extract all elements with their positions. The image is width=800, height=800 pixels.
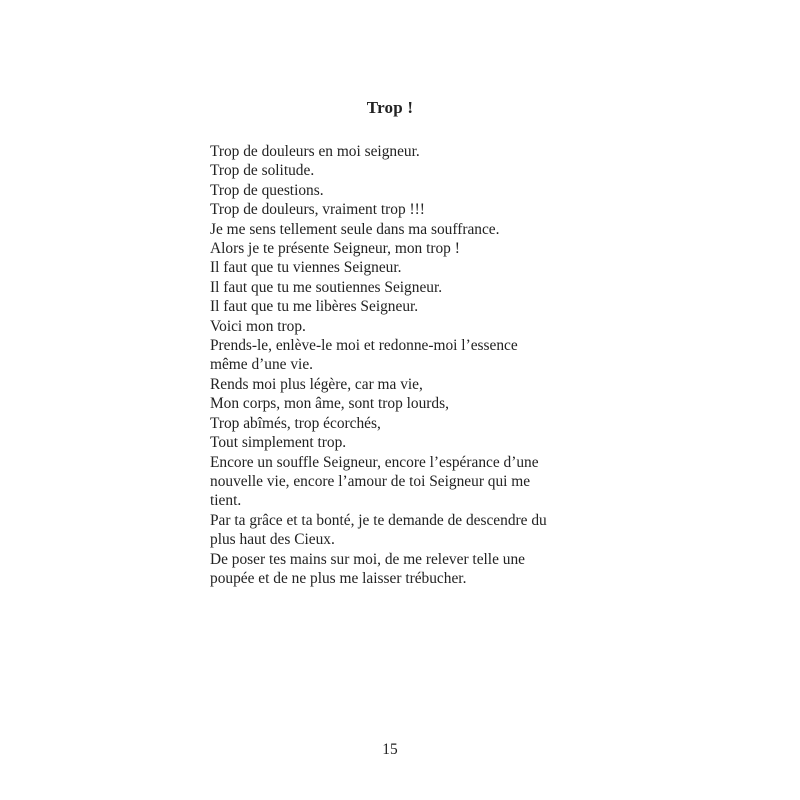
poem-line: Trop de douleurs, vraiment trop !!! [210,201,425,219]
poem-line: Par ta grâce et ta bonté, je te demande de descendre du [210,511,547,529]
poem-line: Il faut que tu viennes Seigneur. [210,259,402,277]
poem-title: Trop ! [366,98,414,117]
poem-line: Trop de douleurs en moi seigneur. [210,143,420,160]
poem-line: tient. [210,492,242,510]
poem-line: poupée et de ne plus me laisser trébucher. [210,569,467,587]
poem-line: Prends-le, enlève-le moi et redonne-moi l’essence [210,337,518,355]
page-number: 15 [382,741,398,758]
poem-body [210,142,580,588]
poem-line: Trop de solitude. [210,162,315,180]
poem-line: Il faut que tu me soutiennes Seigneur. [210,278,443,296]
poem-line: plus haut des Cieux. [210,531,335,549]
poem-line: Rends moi plus légère, car ma vie, [210,375,423,393]
poem-line: Trop de questions. [210,181,324,199]
poem-line: De poser tes mains sur moi, de me relever telle une [210,550,525,568]
poem-line: Je me sens tellement seule dans ma souffrance. [210,220,500,238]
poem-line: Mon corps, mon âme, sont trop lourds, [210,395,449,413]
poem-line: même d’une vie. [210,356,313,374]
poem-line: Il faut que tu me libères Seigneur. [210,298,419,316]
poem-line: nouvelle vie, encore l’amour de toi Seigneur qui me [210,472,531,490]
poem-line: Trop abîmés, trop écorchés, [210,414,381,432]
poem-line: Encore un souffle Seigneur, encore l’espérance d’une [210,453,539,471]
poem-line: Tout simplement trop. [210,434,347,452]
poem-line: Alors je te présente Seigneur, mon trop ! [210,240,460,258]
poem-line: Voici mon trop. [210,317,306,335]
